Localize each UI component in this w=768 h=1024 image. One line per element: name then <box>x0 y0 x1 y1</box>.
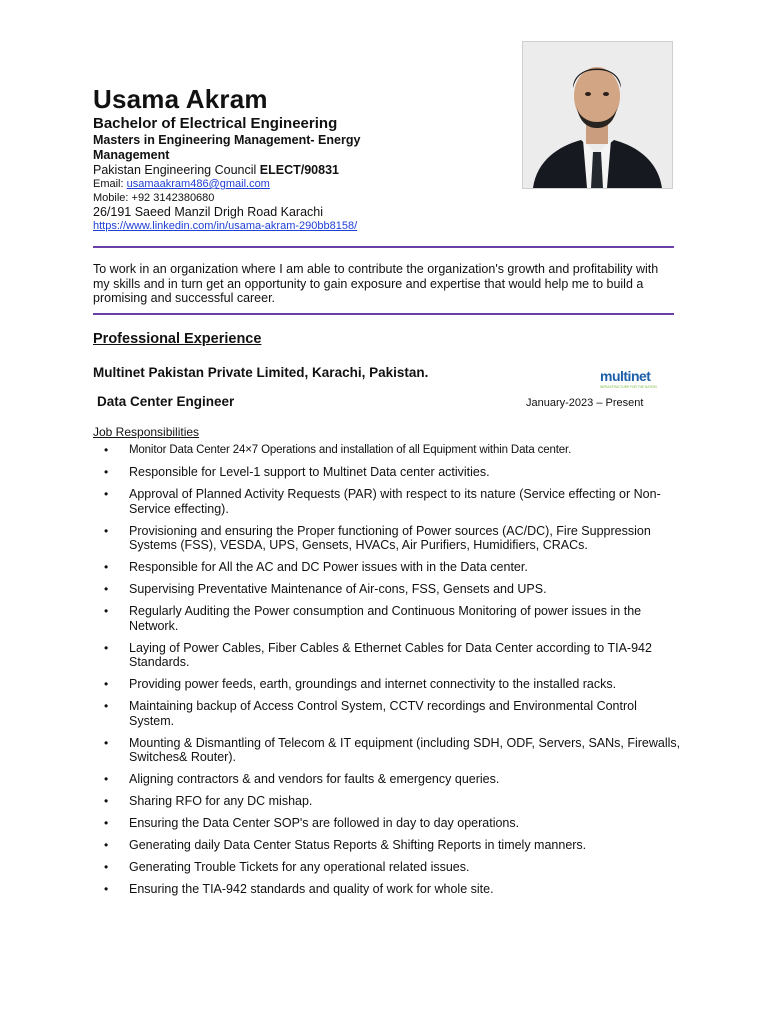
linkedin-link[interactable] <box>93 220 357 232</box>
logo-wordmark: multinet <box>600 368 651 384</box>
profile-photo <box>522 41 673 189</box>
list-item: • Responsible for Level-1 support to Multinet Data center activities. <box>104 465 684 480</box>
candidate-name: Usama Akram <box>93 84 268 114</box>
list-item: • Providing power feeds, earth, groundings and internet connectivity to the installed racks. <box>104 677 684 692</box>
engineering-council <box>93 163 339 177</box>
company-name: Multinet Pakistan Private Limited, Karachi, Pakistan. <box>93 365 429 380</box>
profile-photo-image <box>523 42 672 188</box>
logo-tagline: INFRASTRUCTURE FOR THE NATION <box>600 385 657 389</box>
responsibilities-title: Job Responsibilities <box>93 425 200 439</box>
multinet-logo-image <box>600 367 660 391</box>
list-item: • Approval of Planned Activity Requests (PAR) with respect to its nature (Service effecting or Non-Service effecting). <box>104 487 684 516</box>
list-item: • Ensuring the TIA-942 standards and quality of work for whole site. <box>104 882 684 897</box>
divider <box>93 313 674 315</box>
list-item: • Supervising Preventative Maintenance of Air-cons, FSS, Gensets and UPS. <box>104 582 684 597</box>
list-item: • Ensuring the Data Center SOP's are followed in day to day operations. <box>104 816 684 831</box>
council-label: Pakistan Engineering Council <box>93 163 260 177</box>
mobile-number: Mobile: +92 3142380680 <box>93 192 215 204</box>
email-line <box>93 178 270 190</box>
list-item: • Monitor Data Center 24×7 Operations and installation of all Equipment within Data center. <box>104 443 684 458</box>
responsibilities-list <box>104 443 684 904</box>
linkedin-url[interactable]: https://www.linkedin.com/in/usama-akram-290bb8158/ <box>93 220 358 232</box>
list-item: • Maintaining backup of Access Control System, CCTV recordings and Environmental Control System. <box>104 699 684 728</box>
list-item: • Provisioning and ensuring the Proper functioning of Power sources (AC/DC), Fire Suppression Systems (FSS), VESDA, UPS, Gensets, HVACs, Air Purifiers, Humidifiers, CRACs. <box>104 524 684 553</box>
section-title-experience: Professional Experience <box>93 331 262 347</box>
job-role: Data Center Engineer <box>97 394 235 409</box>
job-dates: January-2023 – Present <box>526 397 644 409</box>
career-objective: To work in an organization where I am able to contribute the organization's growth and profitability with my skills and in turn get an opportunity to gain exposure and expertise that would help me to build a promising and successful career. <box>93 262 659 305</box>
list-item: • Aligning contractors & and vendors for faults & emergency queries. <box>104 772 684 787</box>
list-item: • Responsible for All the AC and DC Power issues with in the Data center. <box>104 560 684 575</box>
divider <box>93 246 674 248</box>
address: 26/191 Saeed Manzil Drigh Road Karachi <box>93 205 323 219</box>
bachelor-degree: Bachelor of Electrical Engineering <box>93 115 338 132</box>
email-label: Email: <box>93 178 127 190</box>
list-item: • Laying of Power Cables, Fiber Cables & Ethernet Cables for Data Center according to TIA-942 Standards. <box>104 641 684 670</box>
list-item: • Generating Trouble Tickets for any operational related issues. <box>104 860 684 875</box>
list-item: • Sharing RFO for any DC mishap. <box>104 794 684 809</box>
email-link[interactable]: usamaakram486@gmail.com <box>126 178 270 190</box>
multinet-logo <box>600 367 660 391</box>
list-item: • Regularly Auditing the Power consumption and Continuous Monitoring of power issues in the Network. <box>104 604 684 633</box>
council-id: ELECT/90831 <box>259 163 339 177</box>
masters-degree: Masters in Engineering Management- Energy Management <box>93 133 361 162</box>
list-item: • Mounting & Dismantling of Telecom & IT equipment (including SDH, ODF, Servers, SANs, Firewalls, Switches& Router). <box>104 736 684 765</box>
list-item: • Generating daily Data Center Status Reports & Shifting Reports in timely manners. <box>104 838 684 853</box>
